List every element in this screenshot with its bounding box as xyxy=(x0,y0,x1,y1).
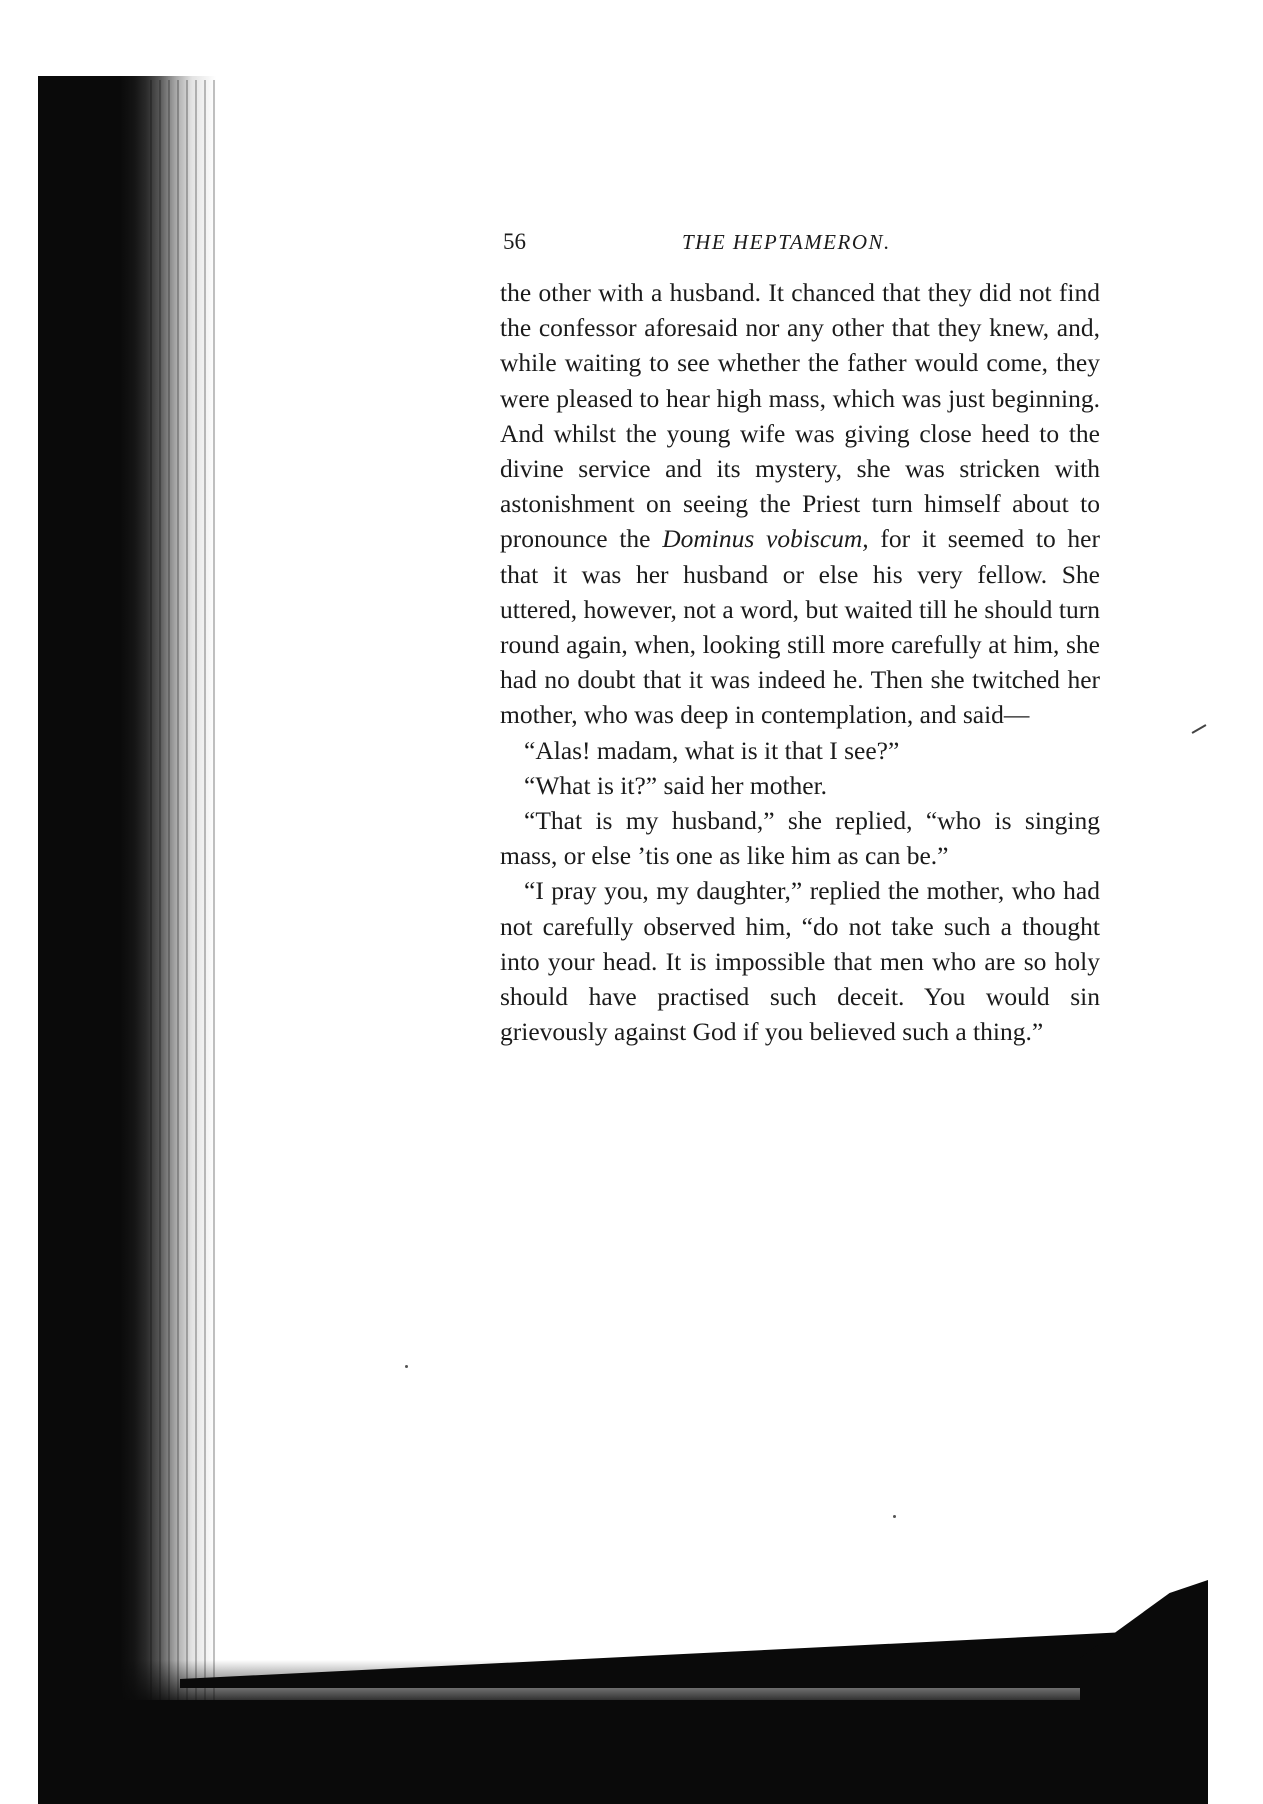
margin-tick-mark xyxy=(1192,724,1207,734)
binding-shadow-bottom-slope xyxy=(180,1628,1208,1688)
paragraph-1-text-a: the other with a husband. It chanced that they did not find the confessor aforesaid nor any other that they knew, and, while waiting to see whether the father would come, they were pleased to hear high mass, which was just beginning. And whilst the young wife was giving close heed to the divine service and its mystery, she was stricken with astonishment on seeing the Priest turn himself about to pronounce the xyxy=(500,278,1100,554)
binding-shadow-edge xyxy=(38,1700,1208,1804)
book-page xyxy=(500,225,1100,1049)
running-title: THE HEPTAMERON. xyxy=(682,230,891,254)
paragraph-1-text-b: for it seemed to her that it was her husband or else his very fellow. She uttered, however, not a word, but waited till he should turn round again, when, looking still more carefully at him, she had no doubt that it was indeed he. Then she twitched her mother, who was deep in contemplation, and said— xyxy=(500,524,1100,730)
page-edges-stripes xyxy=(150,80,220,1780)
binding-shadow-corner xyxy=(1080,1580,1208,1710)
running-head xyxy=(500,225,1100,265)
binding-shadow-left xyxy=(38,76,120,1801)
scan-speck xyxy=(893,1515,896,1518)
paragraph-3: “What is it?” said her mother. xyxy=(524,770,828,800)
latin-phrase: Dominus vobiscum, xyxy=(662,524,869,554)
paragraph-2: “Alas! madam, what is it that I see?” xyxy=(524,735,900,765)
paragraph-4: “That is my husband,” she replied, “who is singing mass, or else ’tis one as like him as can be.” xyxy=(500,806,1100,871)
body-text xyxy=(500,275,1100,1049)
scan-speck xyxy=(405,1365,408,1368)
paragraph-1 xyxy=(500,275,1100,733)
page-number: 56 xyxy=(503,229,526,254)
paragraph-5: “I pray you, my daughter,” replied the mother, who had not carefully observed him, “do not take such a thought into your head. It is impossible that men who are so holy should have practised such deceit. You would sin grievously against God if you believed such a thing.” xyxy=(500,876,1100,1047)
